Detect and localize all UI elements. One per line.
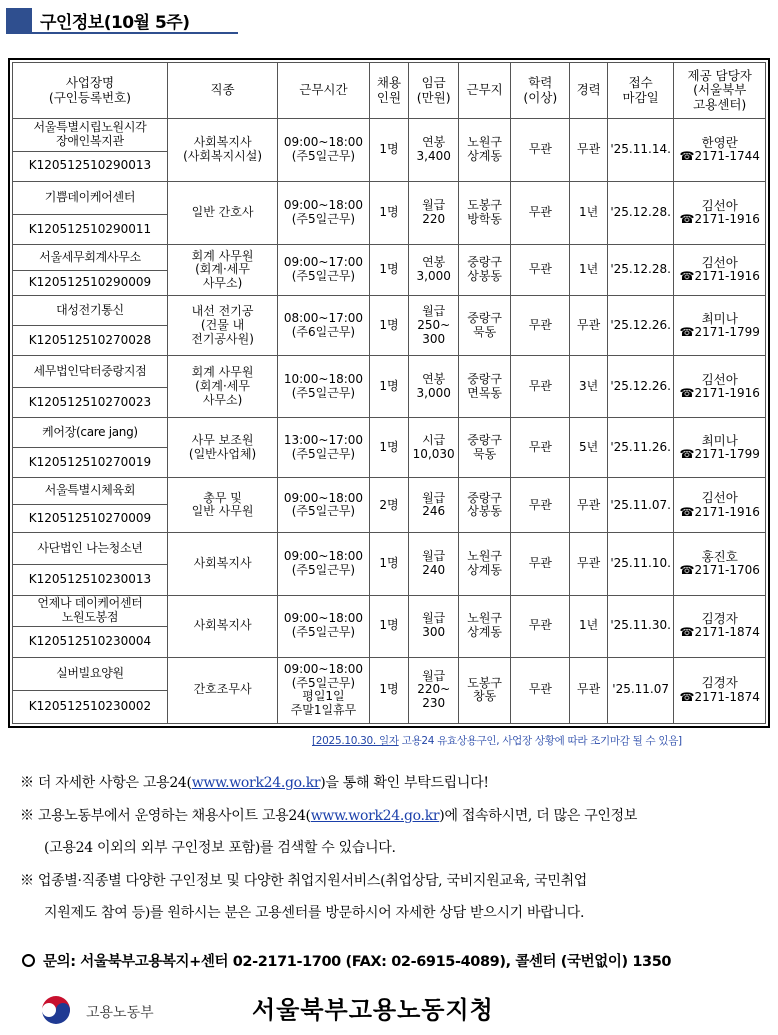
job-title: 간호조무사 xyxy=(167,657,277,723)
deadline: '25.11.07 xyxy=(607,657,674,723)
contact-name: 김선아 xyxy=(701,255,738,271)
work-location: 도봉구 방학동 xyxy=(459,182,511,245)
contact-phone: ☎2171-1916 xyxy=(679,386,760,401)
work-hours: 09:00~17:00 (주5일근무) xyxy=(278,245,370,296)
contact-phone: ☎2171-1799 xyxy=(679,447,760,462)
contact-person xyxy=(674,356,766,418)
contact-person xyxy=(674,418,766,478)
job-title: 사회복지사 (사회복지시설) xyxy=(167,119,277,182)
contact-person xyxy=(674,478,766,533)
table-row xyxy=(13,296,766,326)
job-title: 사회복지사 xyxy=(167,595,277,657)
circle-bullet-icon xyxy=(22,954,35,967)
work-location: 도봉구 창동 xyxy=(459,657,511,723)
work-hours: 09:00~18:00 (주5일근무) xyxy=(278,119,370,182)
contact-person xyxy=(674,245,766,296)
job-table-frame xyxy=(8,58,770,728)
hire-count: 1명 xyxy=(369,418,409,478)
hire-count: 2명 xyxy=(369,478,409,533)
header-hires: 채용 인원 xyxy=(369,63,409,119)
header-experience: 경력 xyxy=(570,63,607,119)
experience: 1년 xyxy=(570,182,607,245)
work-location: 노원구 상계동 xyxy=(459,595,511,657)
workplace-name: 세무법인닥터중랑지점 xyxy=(13,356,168,388)
info-line-5: 지원제도 참여 등)를 원하시는 분은 고용센터를 방문하시어 자세한 상담 받으시기 바랍니다. xyxy=(44,905,585,921)
workplace-name: 사단법인 나는청소년 xyxy=(13,533,168,565)
deadline: '25.11.10. xyxy=(607,533,674,595)
header-hours: 근무시간 xyxy=(278,63,370,119)
education: 무관 xyxy=(511,478,570,533)
work-hours: 09:00~18:00 (주5일근무) xyxy=(278,478,370,533)
ministry-name: 고용노동부 xyxy=(86,1005,154,1021)
header-deadline: 접수 마감일 xyxy=(607,63,674,119)
work-location: 중랑구 묵동 xyxy=(459,418,511,478)
deadline: '25.11.07. xyxy=(607,478,674,533)
deadline: '25.12.26. xyxy=(607,356,674,418)
registration-number: K120512510230004 xyxy=(13,627,168,658)
contact-person xyxy=(674,119,766,182)
work-location: 중랑구 상봉동 xyxy=(459,245,511,296)
wage: 연봉 3,000 xyxy=(409,245,459,296)
registration-number: K120512510270028 xyxy=(13,325,168,356)
education: 무관 xyxy=(511,657,570,723)
ministry-logo-icon xyxy=(38,992,74,1028)
workplace-name: 케어장(care jang) xyxy=(13,418,168,448)
deadline: '25.11.14. xyxy=(607,119,674,182)
title-bar xyxy=(6,6,238,34)
contact-name: 한영란 xyxy=(701,134,738,150)
contact-phone: ☎2171-1874 xyxy=(679,689,760,704)
contact-phone: ☎2171-1874 xyxy=(679,625,760,640)
work-location: 중랑구 면목동 xyxy=(459,356,511,418)
contact-phone: ☎2171-1916 xyxy=(679,504,760,519)
contact-name: 김선아 xyxy=(701,198,738,214)
registration-number: K120512510230002 xyxy=(13,691,168,724)
registration-number: K120512510270023 xyxy=(13,387,168,418)
wage: 월급 300 xyxy=(409,595,459,657)
wage: 연봉 3,400 xyxy=(409,119,459,182)
deadline: '25.11.30. xyxy=(607,595,674,657)
contact-person xyxy=(674,657,766,723)
work-location: 중랑구 상봉동 xyxy=(459,478,511,533)
contact-name: 최미나 xyxy=(701,432,738,448)
hire-count: 1명 xyxy=(369,356,409,418)
header-contact: 제공 담당자 (서울북부 고용센터) xyxy=(674,63,766,119)
contact-phone: ☎2171-1706 xyxy=(679,563,760,578)
job-title: 일반 간호사 xyxy=(167,182,277,245)
table-row xyxy=(13,182,766,215)
experience: 무관 xyxy=(570,657,607,723)
contact-name: 김선아 xyxy=(701,371,738,387)
table-note xyxy=(312,733,682,748)
work-hours: 09:00~18:00 (주5일근무) xyxy=(278,533,370,595)
info-line-1: ※ 더 자세한 사항은 고용24(www.work24.go.kr)을 통해 확인 부탁드립니다! xyxy=(20,775,489,791)
work-location: 중랑구 묵동 xyxy=(459,296,511,356)
experience: 무관 xyxy=(570,296,607,356)
info-line-3: (고용24 이외의 외부 구인정보 포함)를 검색할 수 있습니다. xyxy=(44,840,396,856)
table-row xyxy=(13,119,766,152)
office-name: 서울북부고용노동지청 xyxy=(252,996,494,1024)
registration-number: K120512510230013 xyxy=(13,564,168,595)
education: 무관 xyxy=(511,595,570,657)
work-location: 노원구 상계동 xyxy=(459,533,511,595)
job-title: 내선 전기공 (건물 내 전기공사원) xyxy=(167,296,277,356)
deadline: '25.12.28. xyxy=(607,245,674,296)
contact-name: 김경자 xyxy=(701,610,738,626)
education: 무관 xyxy=(511,356,570,418)
table-row xyxy=(13,418,766,448)
registration-number: K120512510290013 xyxy=(13,151,168,182)
work24-link-1[interactable]: www.work24.go.kr xyxy=(191,775,321,791)
table-note-date: [2025.10.30. 일자 xyxy=(312,735,399,747)
workplace-name: 서울세무회계사무소 xyxy=(13,245,168,270)
info-line-4: ※ 업종별·직종별 다양한 구인정보 및 다양한 취업지원서비스(취업상담, 국비지원교육, 국민취업 xyxy=(20,873,588,889)
contact-phone: ☎2171-1744 xyxy=(679,149,760,164)
header-education: 학력 (이상) xyxy=(511,63,570,119)
registration-number: K120512510290011 xyxy=(13,214,168,245)
registration-number: K120512510270009 xyxy=(13,504,168,533)
hire-count: 1명 xyxy=(369,182,409,245)
job-title: 총무 및 일반 사무원 xyxy=(167,478,277,533)
contact-person xyxy=(674,182,766,245)
table-row xyxy=(13,478,766,504)
header-job: 직종 xyxy=(167,63,277,119)
education: 무관 xyxy=(511,245,570,296)
contact-name: 김경자 xyxy=(701,675,738,691)
experience: 무관 xyxy=(570,478,607,533)
work-location: 노원구 상계동 xyxy=(459,119,511,182)
contact-phone: ☎2171-1916 xyxy=(679,269,760,284)
wage: 월급 250~ 300 xyxy=(409,296,459,356)
title-marker xyxy=(6,8,32,32)
wage: 월급 220~ 230 xyxy=(409,657,459,723)
experience: 1년 xyxy=(570,595,607,657)
education: 무관 xyxy=(511,296,570,356)
workplace-name: 실버빌요양원 xyxy=(13,657,168,691)
contact-name: 최미나 xyxy=(701,310,738,326)
hire-count: 1명 xyxy=(369,119,409,182)
table-row xyxy=(13,657,766,691)
table-header-row xyxy=(13,63,766,119)
contact-phone: ☎2171-1916 xyxy=(679,212,760,227)
registration-number: K120512510290009 xyxy=(13,270,168,295)
work-hours: 08:00~17:00 (주6일근무) xyxy=(278,296,370,356)
contact-name: 홍진호 xyxy=(701,548,738,564)
contact-phone: ☎2171-1799 xyxy=(679,324,760,339)
experience: 1년 xyxy=(570,245,607,296)
work-hours: 10:00~18:00 (주5일근무) xyxy=(278,356,370,418)
work-hours: 09:00~18:00 (주5일근무) xyxy=(278,182,370,245)
table-row xyxy=(13,533,766,565)
wage: 월급 220 xyxy=(409,182,459,245)
job-title: 회계 사무원 (회계·세무 사무소) xyxy=(167,245,277,296)
job-title: 회계 사무원 (회계·세무 사무소) xyxy=(167,356,277,418)
education: 무관 xyxy=(511,182,570,245)
experience: 무관 xyxy=(570,119,607,182)
hire-count: 1명 xyxy=(369,533,409,595)
workplace-name: 서울특별시체육회 xyxy=(13,478,168,504)
work-hours: 09:00~18:00 (주5일근무) xyxy=(278,595,370,657)
hire-count: 1명 xyxy=(369,296,409,356)
hire-count: 1명 xyxy=(369,595,409,657)
work-hours: 13:00~17:00 (주5일근무) xyxy=(278,418,370,478)
workplace-name: 서울특별시립노원시각 장애인복지관 xyxy=(13,119,168,152)
contact-person xyxy=(674,533,766,595)
workplace-name: 대성전기통신 xyxy=(13,296,168,326)
deadline: '25.12.26. xyxy=(607,296,674,356)
contact-person xyxy=(674,595,766,657)
table-row xyxy=(13,595,766,627)
experience: 3년 xyxy=(570,356,607,418)
job-table xyxy=(12,62,766,724)
wage: 연봉 3,000 xyxy=(409,356,459,418)
work-hours: 09:00~18:00 (주5일근무) 평일1일 주말1일휴무 xyxy=(278,657,370,723)
wage: 월급 246 xyxy=(409,478,459,533)
page-title: 구인정보(10월 5주) xyxy=(40,13,190,33)
contact-name: 김선아 xyxy=(701,490,738,506)
info-line-2: ※ 고용노동부에서 운영하는 채용사이트 고용24(www.work24.go.kr)에 접속하시면, 더 많은 구인정보 xyxy=(20,808,638,824)
table-row xyxy=(13,356,766,388)
hire-count: 1명 xyxy=(369,245,409,296)
header-wage: 임금 (만원) xyxy=(409,63,459,119)
wage: 월급 240 xyxy=(409,533,459,595)
table-row xyxy=(13,245,766,270)
deadline: '25.12.28. xyxy=(607,182,674,245)
experience: 무관 xyxy=(570,533,607,595)
education: 무관 xyxy=(511,418,570,478)
deadline: '25.11.26. xyxy=(607,418,674,478)
header-location: 근무지 xyxy=(459,63,511,119)
table-body xyxy=(13,119,766,724)
workplace-name: 언제나 데이케어센터 노원도봉점 xyxy=(13,595,168,627)
contact-person xyxy=(674,296,766,356)
contact-line: 문의: 서울북부고용복지+센터 02-2171-1700 (FAX: 02-6915-4089), 콜센터 (국번없이) 1350 xyxy=(22,950,671,971)
workplace-name: 기쁨데이케어센터 xyxy=(13,182,168,215)
work24-link-2[interactable]: www.work24.go.kr xyxy=(310,808,440,824)
wage: 시급 10,030 xyxy=(409,418,459,478)
education: 무관 xyxy=(511,119,570,182)
job-title: 사무 보조원 (일반사업체) xyxy=(167,418,277,478)
registration-number: K120512510270019 xyxy=(13,447,168,478)
experience: 5년 xyxy=(570,418,607,478)
header-workplace: 사업장명 (구인등록번호) xyxy=(13,63,168,119)
table-note-text: 고용24 유효상용구인, 사업장 상황에 따라 조기마감 될 수 있음] xyxy=(398,735,682,747)
hire-count: 1명 xyxy=(369,657,409,723)
education: 무관 xyxy=(511,533,570,595)
job-title: 사회복지사 xyxy=(167,533,277,595)
